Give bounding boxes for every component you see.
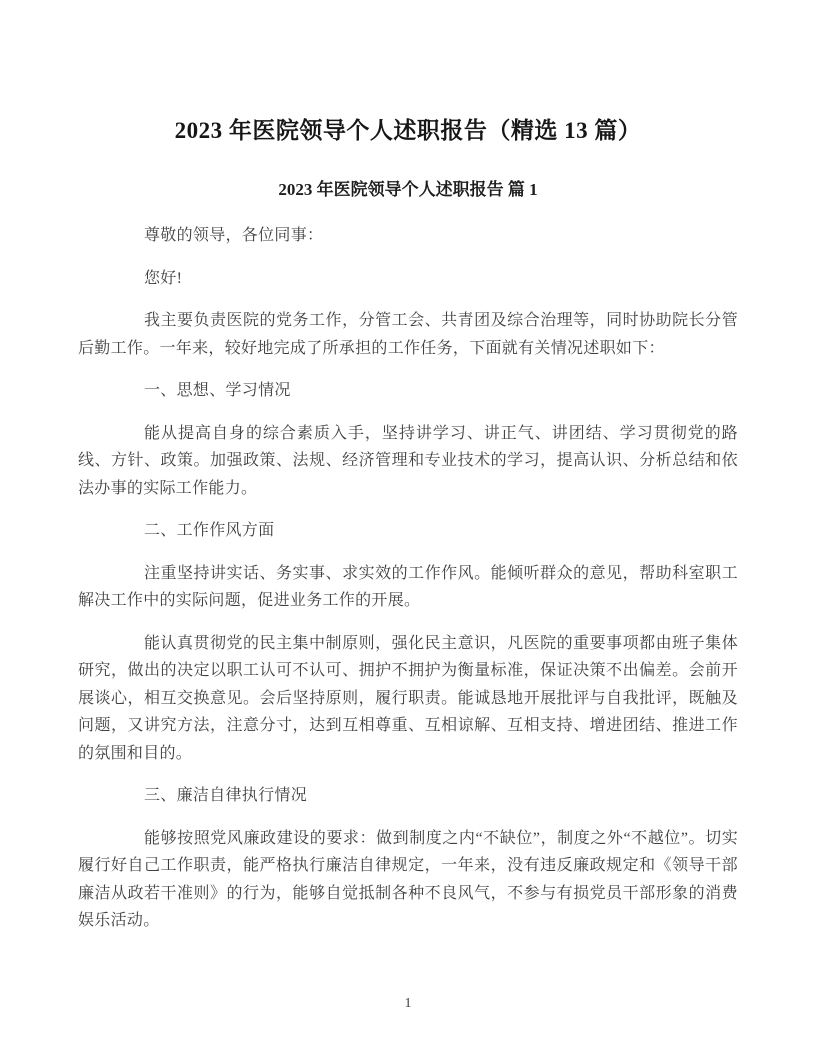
body-paragraph: 能够按照党风廉政建设的要求：做到制度之内“不缺位”，制度之外“不越位”。切实履行好自己工作职责，能严格执行廉洁自律规定，一年来，没有违反廉政规定和《领导干部廉洁从政若干准则》的行为，能够自觉抵制各种不良风气，不参与有损党员干部形象的消费娱乐活动。 <box>78 829 738 929</box>
section-heading: 三、廉洁自律执行情况 <box>144 787 308 804</box>
body-paragraph: 能从提高自身的综合素质入手，坚持讲学习、讲正气、讲团结、学习贯彻党的路线、方针、政策。加强政策、法规、经济管理和专业技术的学习，提高认识、分析总结和依法办事的实际工作能力。 <box>78 424 738 497</box>
document-title: 2023 年医院领导个人述职报告（精选 13 篇） <box>174 118 642 143</box>
body-paragraph: 我主要负责医院的党务工作，分管工会、共青团及综合治理等，同时协助院长分管后勤工作。一年来，较好地完成了所承担的工作任务，下面就有关情况述职如下： <box>78 312 738 357</box>
section-heading: 二、工作作风方面 <box>144 522 275 539</box>
section-heading: 一、思想、学习情况 <box>144 382 291 399</box>
body-paragraph: 能认真贯彻党的民主集中制原则，强化民主意识，凡医院的重要事项都由班子集体研究，做出的决定以职工认可不认可、拥护不拥护为衡量标准，保证决策不出偏差。会前开展谈心，相互交换意见。会后坚持原则，履行职责。能诚恳地开展批评与自我批评，既触及问题，又讲究方法，注意分寸，达到互相尊重、互相谅解、互相支持、增进团结、推进工作的氛围和目的。 <box>78 634 738 762</box>
body-paragraph: 注重坚持讲实话、务实事、求实效的工作作风。能倾听群众的意见，帮助科室职工解决工作中的实际问题，促进业务工作的开展。 <box>78 564 738 609</box>
salutation: 尊敬的领导，各位同事： <box>144 227 324 244</box>
section-title: 2023 年医院领导个人述职报告 篇 1 <box>278 180 538 199</box>
document-body <box>78 222 738 935</box>
greeting: 您好! <box>144 269 183 287</box>
page-number: 1 <box>404 996 412 1011</box>
